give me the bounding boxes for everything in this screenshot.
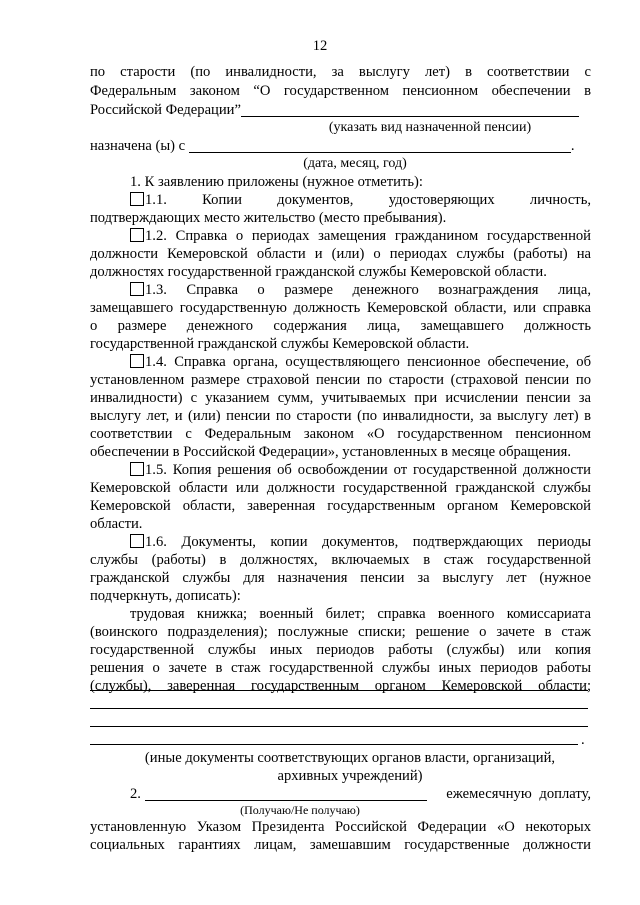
item-1-3-text: 1.3. Справка о размере денежного вознаграждения лица, xyxy=(145,282,591,298)
docs-line-3: государственной службы иных периодов работы (службы) или копия xyxy=(90,642,591,658)
item-1-5-text: 1.5. Копия решения об освобождении от государственной должности xyxy=(145,462,591,478)
blank-line-1[interactable] xyxy=(90,690,588,691)
item-1-1-line-2: подтверждающих место жительство (место пребывания). xyxy=(90,210,447,226)
intro-line-1: по старости (по инвалидности, за выслугу лет) в соответствии с xyxy=(90,64,591,80)
item-1-6-line-2: службы (работы) в должностях, включаемых в стаж государственной xyxy=(90,552,591,568)
item-1-5-line-3: Кемеровской области, заверенная государственным органом Кемеровской xyxy=(90,498,591,514)
assigned-date-blank[interactable] xyxy=(189,136,571,153)
section2-tail: ежемесячную доплату, xyxy=(446,786,591,802)
section1-title: 1. К заявлению приложены (нужное отметить): xyxy=(130,174,423,190)
item-1-4-line-4: выслугу лет, и (или) пенсии по старости (по инвалидности, за выслугу лет) в xyxy=(90,408,591,424)
docs-line-4: решения о зачете в стаж государственной службы иных периодов работы xyxy=(90,660,591,676)
item-1-2-text: 1.2. Справка о периодах замещения гражданином государственной xyxy=(145,228,591,244)
item-1-5-line-2: Кемеровской области или должности государственной гражданской службы xyxy=(90,480,591,496)
receive-status-note: (Получаю/Не получаю) xyxy=(240,803,360,817)
item-1-2-line-2: должности Кемеровской области и (или) о периодах службы (работы) на xyxy=(90,246,591,262)
item-1-4-line-6: обеспечении в Российской Федерации», установленных в месяце обращения. xyxy=(90,444,571,460)
other-docs-note-2: архивных учреждений) xyxy=(277,768,423,784)
item-1-3-line-4: государственной гражданской службы Кемеровской области. xyxy=(90,336,470,352)
blank-line-3[interactable] xyxy=(90,726,588,727)
blank-line-4[interactable] xyxy=(90,744,578,745)
blank-end-period: . xyxy=(581,732,585,748)
docs-line-2: (воинского подразделения); послужные списки; решение о зачете в стаж xyxy=(90,624,591,640)
intro-line-3-text: Российской Федерации” xyxy=(90,102,241,118)
item-1-4-text: 1.4. Справка органа, осуществляющего пенсионное обеспечение, об xyxy=(145,354,591,370)
item-1-6-text: 1.6. Документы, копии документов, подтверждающих периоды xyxy=(145,534,591,550)
item-1-1-text: 1.1. Копии документов, удостоверяющих личность, xyxy=(145,192,591,208)
blank-line-2[interactable] xyxy=(90,708,588,709)
docs-line-1: трудовая книжка; военный билет; справка военного комиссариата xyxy=(130,606,591,622)
item-1-5-line-4: области. xyxy=(90,516,143,532)
checkbox-1-6[interactable] xyxy=(130,534,144,548)
assigned-label: назначена (ы) с xyxy=(90,138,186,154)
section2-line-2: установленную Указом Президента Российской Федерации «О некоторых xyxy=(90,819,591,835)
checkbox-1-4[interactable] xyxy=(130,354,144,368)
intro-line-2: Федеральным законом “О государственном пенсионном обеспечении в xyxy=(90,83,591,99)
assigned-line: назначена (ы) с . xyxy=(90,138,575,154)
date-note: (дата, месяц, год) xyxy=(303,156,407,171)
checkbox-1-3[interactable] xyxy=(130,282,144,296)
section2-line-3: социальных гарантиях лицам, замешавшим государственные должности xyxy=(90,837,591,853)
pension-type-blank[interactable] xyxy=(241,100,579,117)
other-docs-note-1: (иные документы соответствующих органов власти, организаций, xyxy=(144,750,556,766)
docs-line-5: (службы), заверенная государственным органом Кемеровской области; xyxy=(90,678,591,694)
section2-number: 2. xyxy=(130,786,141,802)
item-1-4-line-2: установленном размере страховой пенсии по старости (страховой пенсии по xyxy=(90,372,591,388)
item-1-6-line-4: подчеркнуть, дописать): xyxy=(90,588,241,604)
item-1-6-line-3: гражданской службы для назначения пенсии за выслугу лет (нужное xyxy=(90,570,591,586)
checkbox-1-5[interactable] xyxy=(130,462,144,476)
checkbox-1-2[interactable] xyxy=(130,228,144,242)
item-1-3-line-3: о размере денежного содержания лица, замещавшего должность xyxy=(90,318,591,334)
item-1-4-line-3: инвалидности) с указанием сумм, учитываемых при исчислении пенсии за xyxy=(90,390,591,406)
pension-type-note: (указать вид назначенной пенсии) xyxy=(328,120,532,135)
item-1-3-line-2: замещавшего государственную должность Кемеровской области, или справка xyxy=(90,300,591,316)
item-1-4-line-5: соответствии с Федеральным законом «О государственном пенсионном xyxy=(90,426,591,442)
item-1-2-line-3: должностях государственной гражданской службы Кемеровской области. xyxy=(90,264,547,280)
page-number: 12 xyxy=(312,38,328,54)
checkbox-1-1[interactable] xyxy=(130,192,144,206)
